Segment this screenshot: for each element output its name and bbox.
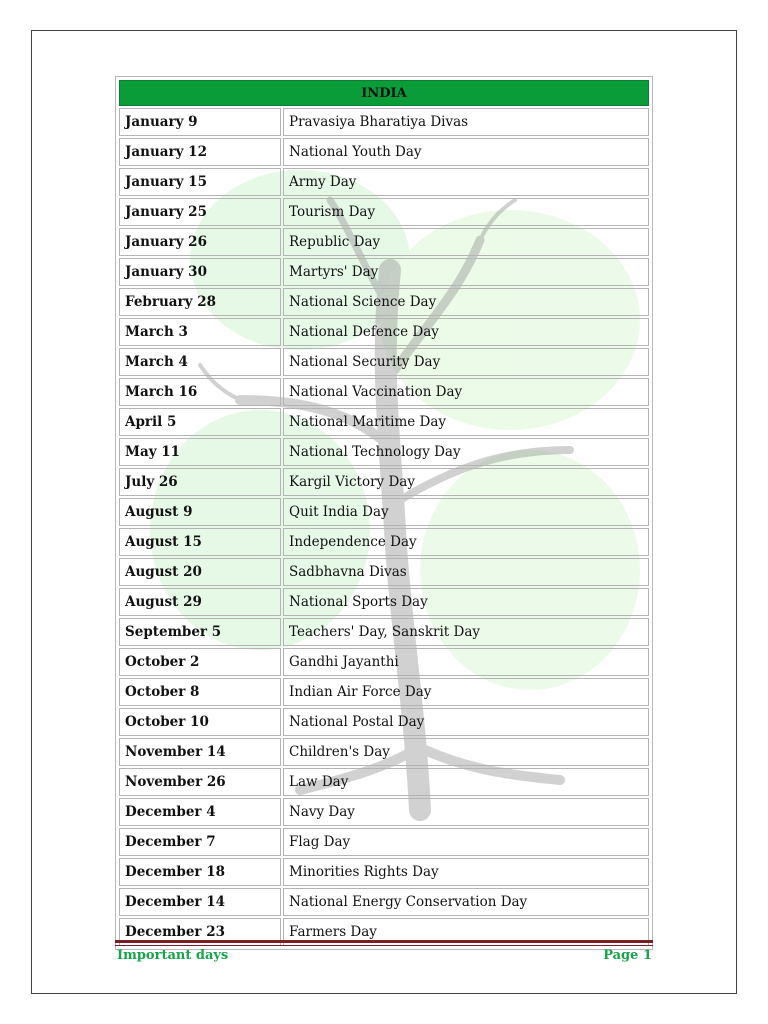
- table-row: [119, 198, 649, 226]
- event-cell: National Energy Conservation Day: [283, 888, 649, 916]
- date-cell: October 8: [119, 678, 281, 706]
- date-cell: January 12: [119, 138, 281, 166]
- table-row: [119, 738, 649, 766]
- date-cell: March 16: [119, 378, 281, 406]
- event-cell: National Technology Day: [283, 438, 649, 466]
- event-cell: National Vaccination Day: [283, 378, 649, 406]
- date-cell: March 4: [119, 348, 281, 376]
- table-row: [119, 708, 649, 736]
- table-header-india: INDIA: [119, 80, 649, 106]
- table-row: [119, 258, 649, 286]
- date-cell: January 15: [119, 168, 281, 196]
- event-cell: Flag Day: [283, 828, 649, 856]
- table-row: [119, 498, 649, 526]
- date-cell: January 30: [119, 258, 281, 286]
- date-cell: May 11: [119, 438, 281, 466]
- table-row: [119, 318, 649, 346]
- important-days-table: [117, 78, 651, 948]
- event-cell: Navy Day: [283, 798, 649, 826]
- table-row: [119, 558, 649, 586]
- important-days-table-frame: [115, 76, 653, 950]
- date-cell: August 29: [119, 588, 281, 616]
- table-row: [119, 408, 649, 436]
- event-cell: Children's Day: [283, 738, 649, 766]
- footer-rule-thick: [115, 940, 653, 943]
- date-cell: January 9: [119, 108, 281, 136]
- event-cell: Law Day: [283, 768, 649, 796]
- event-cell: National Youth Day: [283, 138, 649, 166]
- table-row: [119, 858, 649, 886]
- table-header-row: [119, 80, 649, 106]
- event-cell: Minorities Rights Day: [283, 858, 649, 886]
- table-row: [119, 288, 649, 316]
- date-cell: December 23: [119, 918, 281, 946]
- table-row: [119, 348, 649, 376]
- table-row: [119, 888, 649, 916]
- date-cell: January 26: [119, 228, 281, 256]
- event-cell: Army Day: [283, 168, 649, 196]
- table-row: [119, 648, 649, 676]
- table-row: [119, 828, 649, 856]
- event-cell: Gandhi Jayanthi: [283, 648, 649, 676]
- table-row: [119, 528, 649, 556]
- event-cell: Martyrs' Day: [283, 258, 649, 286]
- event-cell: National Security Day: [283, 348, 649, 376]
- event-cell: Teachers' Day, Sanskrit Day: [283, 618, 649, 646]
- table-row: [119, 378, 649, 406]
- date-cell: January 25: [119, 198, 281, 226]
- table-row: [119, 438, 649, 466]
- event-cell: Indian Air Force Day: [283, 678, 649, 706]
- event-cell: Sadbhavna Divas: [283, 558, 649, 586]
- table-row: [119, 468, 649, 496]
- date-cell: February 28: [119, 288, 281, 316]
- table-row: [119, 618, 649, 646]
- footer-rule-thin: [115, 945, 653, 946]
- date-cell: December 18: [119, 858, 281, 886]
- event-cell: Farmers Day: [283, 918, 649, 946]
- date-cell: October 2: [119, 648, 281, 676]
- date-cell: October 10: [119, 708, 281, 736]
- table-row: [119, 678, 649, 706]
- footer-page-number: Page 1: [603, 948, 652, 963]
- date-cell: December 14: [119, 888, 281, 916]
- event-cell: Quit India Day: [283, 498, 649, 526]
- table-row: [119, 228, 649, 256]
- event-cell: Republic Day: [283, 228, 649, 256]
- date-cell: March 3: [119, 318, 281, 346]
- table-row: [119, 108, 649, 136]
- date-cell: September 5: [119, 618, 281, 646]
- footer-title: Important days: [117, 948, 229, 963]
- event-cell: National Defence Day: [283, 318, 649, 346]
- date-cell: December 4: [119, 798, 281, 826]
- date-cell: August 20: [119, 558, 281, 586]
- date-cell: November 26: [119, 768, 281, 796]
- date-cell: November 14: [119, 738, 281, 766]
- date-cell: December 7: [119, 828, 281, 856]
- date-cell: July 26: [119, 468, 281, 496]
- table-row: [119, 768, 649, 796]
- event-cell: National Sports Day: [283, 588, 649, 616]
- date-cell: April 5: [119, 408, 281, 436]
- table-row: [119, 588, 649, 616]
- event-cell: National Maritime Day: [283, 408, 649, 436]
- event-cell: Pravasiya Bharatiya Divas: [283, 108, 649, 136]
- event-cell: National Postal Day: [283, 708, 649, 736]
- event-cell: Tourism Day: [283, 198, 649, 226]
- event-cell: Independence Day: [283, 528, 649, 556]
- table-row: [119, 138, 649, 166]
- date-cell: August 15: [119, 528, 281, 556]
- date-cell: August 9: [119, 498, 281, 526]
- event-cell: Kargil Victory Day: [283, 468, 649, 496]
- event-cell: National Science Day: [283, 288, 649, 316]
- table-row: [119, 798, 649, 826]
- table-row: [119, 168, 649, 196]
